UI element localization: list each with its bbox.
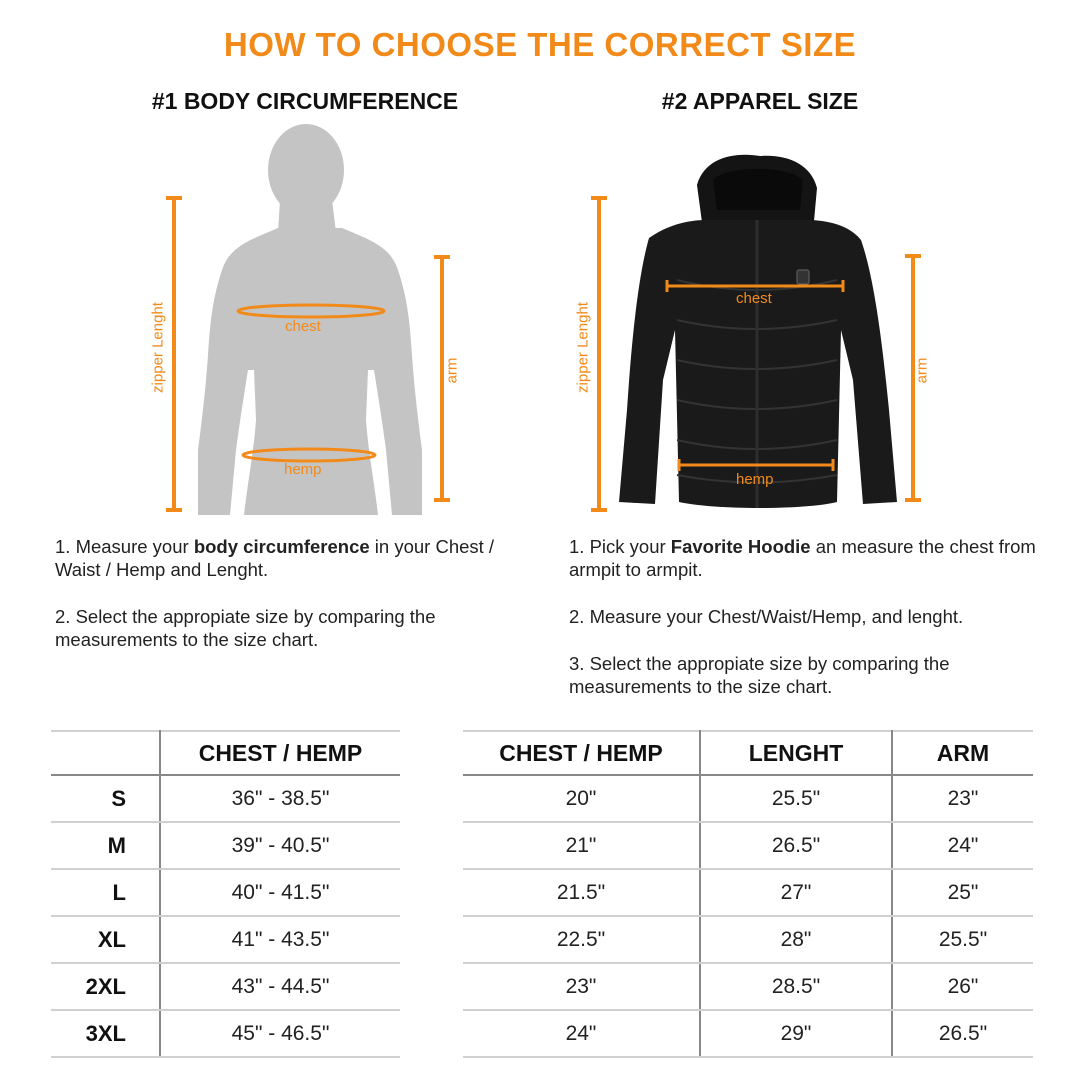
table-row — [463, 1010, 1033, 1057]
apparel-arm-cell: 26.5" — [892, 1010, 1033, 1057]
zipper-length-marker — [166, 198, 182, 510]
body-size-table — [51, 730, 400, 1058]
body-arm-label: arm — [443, 357, 461, 384]
section2-step-2: 2. Measure your Chest/Waist/Hemp, and lenght. — [569, 606, 964, 627]
apparel-chest-cell: 22.5" — [463, 916, 700, 963]
apparel-chest-cell: 20" — [463, 775, 700, 822]
chest-hemp-cell: 36" - 38.5" — [160, 775, 400, 822]
apparel-length-cell: 26.5" — [700, 822, 892, 869]
page-title: HOW TO CHOOSE THE CORRECT SIZE — [223, 26, 857, 63]
apparel-length-cell: 28.5" — [700, 963, 892, 1010]
table-row — [463, 869, 1033, 916]
body-chest-label: chest — [285, 318, 321, 335]
table-row — [51, 822, 400, 869]
apparel-length-cell: 25.5" — [700, 775, 892, 822]
body-zipper-label: zipper Lenght — [149, 302, 167, 393]
size-cell: M — [51, 822, 160, 869]
chest-hemp-cell: 41" - 43.5" — [160, 916, 400, 963]
apparel-length-cell: 27" — [700, 869, 892, 916]
table-row — [51, 869, 400, 916]
section1-instructions — [55, 535, 505, 675]
jacket-illustration — [585, 150, 925, 520]
section1-step-1: 1. Measure your body circumference in your Chest / Waist / Hemp and Lenght. — [55, 536, 495, 580]
section2-step-1: 1. Pick your Favorite Hoodie an measure the chest from armpit to armpit. — [569, 536, 1036, 580]
apparel-chest-cell: 21.5" — [463, 869, 700, 916]
jacket-zipper-label: zipper Lenght — [574, 302, 592, 393]
apparel-arm-cell: 25.5" — [892, 916, 1033, 963]
table-row — [51, 1010, 400, 1057]
apparel-header-length: LENGHT — [700, 731, 892, 775]
jacket-zipper-marker — [591, 198, 607, 510]
apparel-header-chest: CHEST / HEMP — [463, 731, 700, 775]
apparel-size-table — [463, 730, 1033, 1058]
apparel-chest-cell: 24" — [463, 1010, 700, 1057]
chest-hemp-cell: 43" - 44.5" — [160, 963, 400, 1010]
apparel-length-cell: 28" — [700, 916, 892, 963]
chest-hemp-cell: 39" - 40.5" — [160, 822, 400, 869]
size-cell: L — [51, 869, 160, 916]
apparel-chest-cell: 21" — [463, 822, 700, 869]
section1-heading: #1 BODY CIRCUMFERENCE — [151, 88, 459, 114]
apparel-arm-cell: 25" — [892, 869, 1033, 916]
size-cell: S — [51, 775, 160, 822]
apparel-arm-cell: 24" — [892, 822, 1033, 869]
jacket-icon — [619, 155, 897, 508]
chest-hemp-cell: 40" - 41.5" — [160, 869, 400, 916]
chest-hemp-cell: 45" - 46.5" — [160, 1010, 400, 1057]
size-header — [51, 731, 160, 775]
section2-instructions — [569, 535, 1039, 722]
table-row — [463, 775, 1033, 822]
table-row — [463, 963, 1033, 1010]
table-row — [51, 916, 400, 963]
size-cell: 2XL — [51, 963, 160, 1010]
apparel-arm-cell: 23" — [892, 775, 1033, 822]
size-cell: 3XL — [51, 1010, 160, 1057]
apparel-length-cell: 29" — [700, 1010, 892, 1057]
chest-hemp-header: CHEST / HEMP — [160, 731, 400, 775]
size-cell: XL — [51, 916, 160, 963]
table-row — [51, 963, 400, 1010]
table-row — [51, 775, 400, 822]
jacket-chest-label: chest — [736, 290, 772, 307]
body-hemp-label: hemp — [284, 461, 322, 478]
jacket-hemp-label: hemp — [736, 471, 774, 488]
apparel-chest-cell: 23" — [463, 963, 700, 1010]
apparel-arm-cell: 26" — [892, 963, 1033, 1010]
section1-step-2: 2. Select the appropiate size by comparing the measurements to the size chart. — [55, 606, 436, 650]
section2-heading: #2 APPAREL SIZE — [661, 88, 859, 114]
apparel-header-arm: ARM — [892, 731, 1033, 775]
table-row — [463, 822, 1033, 869]
jacket-arm-label: arm — [913, 357, 931, 384]
section2-step-3: 3. Select the appropiate size by comparing the measurements to the size chart. — [569, 653, 950, 697]
table-row — [463, 916, 1033, 963]
